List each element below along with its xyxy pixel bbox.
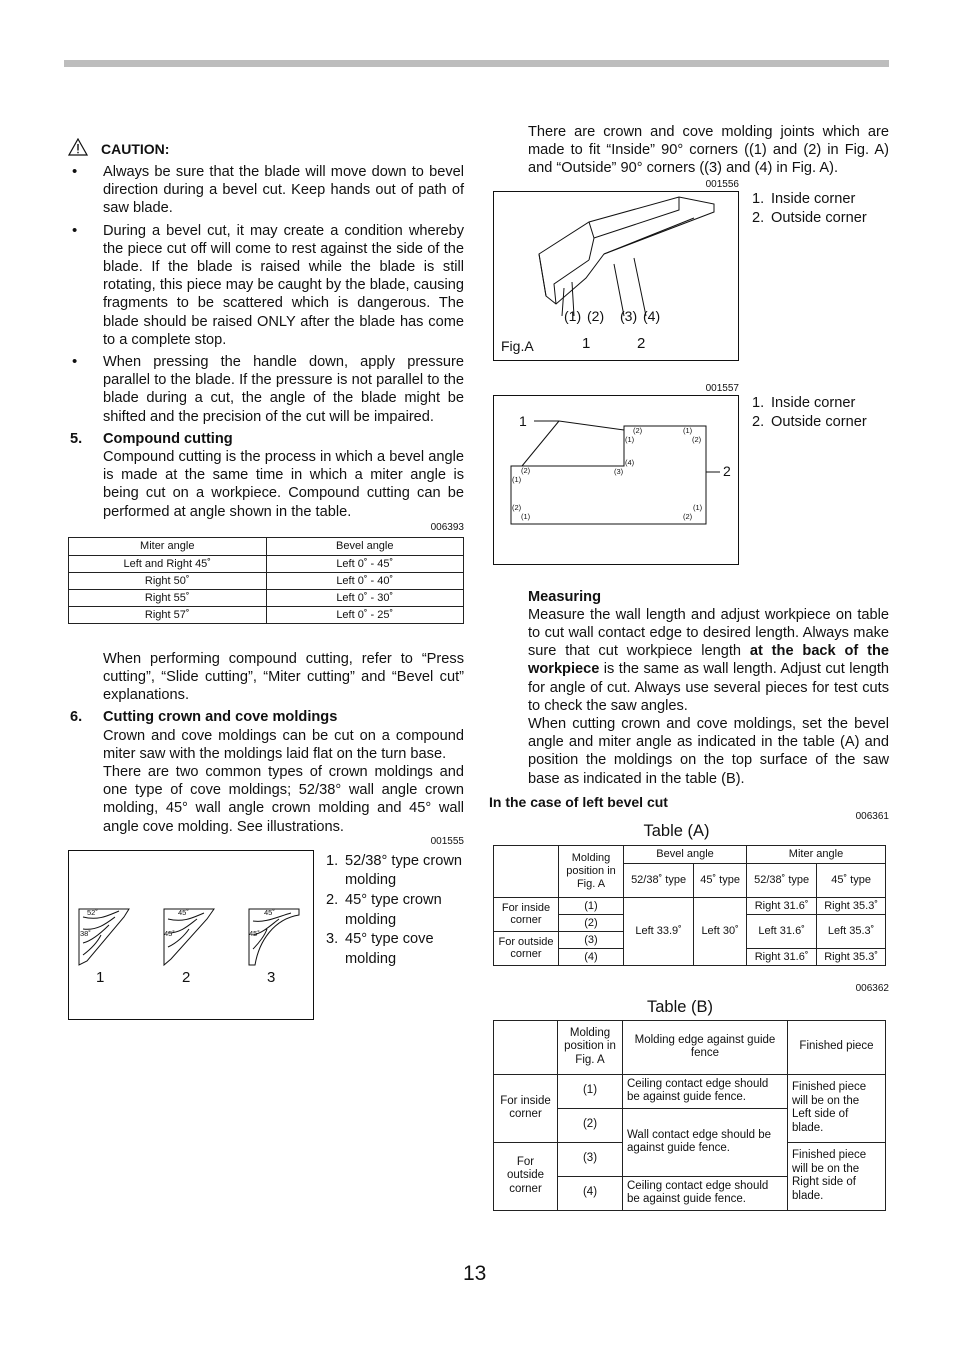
table-cell: Right 35.3˚ (817, 948, 886, 965)
table-cell: (3) (558, 1142, 623, 1176)
table-cell: Right 31.6˚ (747, 897, 817, 914)
measuring-paragraph: Measure the wall length and adjust workpiece on table to cut wall contact edge to desired length. Always make sure that cut workpiece length at the back of the workpiece is the same as wall length. Adjust cut length for angle of cut. Always use several pieces for test cuts to check the saw angles. (528, 606, 890, 714)
section-title: Compound cutting (103, 430, 233, 447)
mark-label: (1) (625, 434, 635, 444)
table-cell: (1) (559, 897, 624, 914)
table-cell: For outside corner (494, 931, 559, 965)
table-header: Bevel angle (266, 537, 464, 555)
caution-list (68, 163, 464, 426)
figure-corners (493, 395, 739, 565)
table-cell: Left 0˚ - 45˚ (266, 555, 464, 572)
legend-item: 1. Inside corner (752, 190, 856, 207)
table-cell: Ceiling contact edge should be against guide fence. (623, 1176, 788, 1210)
mark-label: (1) (683, 425, 693, 435)
figure-number: 2 (182, 968, 191, 986)
compound-note: When performing compound cutting, refer to “Press cutting”, “Slide cutting”, “Miter cutting” and “Bevel cut” explanations. (103, 650, 464, 704)
table-header: Molding position in Fig. A (559, 845, 624, 897)
angle-label: 45˚ (164, 928, 175, 938)
caution-bullet: • Always be sure that the blade will move down to bevel direction during a bevel cut. Keep hands out of path of saw blade. (68, 163, 464, 218)
table-cell: For outside corner (494, 1142, 558, 1210)
table-header: 52/38˚ type (624, 863, 694, 897)
table-b-corner (494, 1020, 558, 1074)
legend-item: 1. 52/38° type crown molding (326, 852, 462, 889)
page-number: 13 (463, 1262, 487, 1285)
table-cell: Left 33.9˚ (624, 897, 694, 965)
mark-label: (1) (693, 502, 703, 512)
table-a-corner (494, 845, 559, 897)
mark-label: (2) (633, 425, 643, 435)
figure-code: 001557 (705, 382, 739, 394)
legend-item: 2. Outside corner (752, 414, 867, 431)
legend-item: 2. Outside corner (752, 210, 867, 227)
table-cell: (3) (559, 931, 624, 948)
table-header: Miter angle (747, 845, 886, 863)
caution-bullet: • During a bevel cut, it may create a condition whereby the piece cut off will come to rest against the side of the blade. If the blade is raised while the blade is still rotating, this piece may be caught by the blade, causing fragments to be scattered which is dangerous. The blade should be raised ONLY after the blade has come to a complete stop. (68, 222, 464, 349)
corner-plan-drawing (494, 396, 737, 563)
position-label: (2) (587, 307, 605, 324)
caution-bullet: • When pressing the handle down, apply pressure parallel to the blade. If the pressure is not parallel to the blade during a cut, the angle of the blade might be shifted and the precision of the cut will be impaired. (68, 353, 464, 426)
figA-area (489, 179, 889, 371)
table-cell: (2) (559, 914, 624, 931)
table-cell: (2) (558, 1108, 623, 1142)
table-cell: For inside corner (494, 1074, 558, 1142)
table-cell: Ceiling contact edge should be against guide fence. (623, 1074, 788, 1108)
table-header: Finished piece (788, 1020, 886, 1074)
table-header: 52/38˚ type (747, 863, 817, 897)
position-label: (1) (564, 307, 582, 324)
left-column (68, 140, 464, 1025)
figure-number: 1 (96, 968, 105, 986)
table-cell: Right 31.6˚ (747, 948, 817, 965)
table-header: 45˚ type (817, 863, 886, 897)
mark-label: (2) (521, 465, 531, 475)
legend-item: 3. 45° type cove molding (326, 931, 434, 967)
figA-legend (752, 190, 892, 229)
molding-profiles-drawing (69, 851, 312, 1018)
table-header: 45˚ type (694, 863, 747, 897)
figB-area (489, 383, 889, 581)
section-title: Cutting crown and cove moldings (103, 709, 338, 726)
measuring-paragraph: When cutting crown and cove moldings, set the bevel angle and miter angle as indicated in the table (A) and position the moldings on the top surface of the saw base as indicated in the table (B). (528, 716, 889, 787)
angle-label: 45˚ (264, 907, 275, 917)
table-cell: Left 31.6˚ (747, 914, 817, 948)
table-a (493, 845, 886, 966)
warning-triangle-icon (68, 138, 88, 156)
molding-types-figure (68, 850, 314, 1020)
measuring-title: Measuring (528, 588, 601, 605)
table-code: 006361 (855, 810, 889, 822)
table-cell: Left 0˚ - 25˚ (266, 606, 464, 623)
figure-number: 2 (723, 462, 731, 479)
position-label: (4) (643, 307, 661, 324)
table-cell: (4) (558, 1176, 623, 1210)
table-cell: Left 35.3˚ (817, 914, 886, 948)
caution-heading (68, 141, 464, 161)
top-rule (64, 60, 889, 67)
figB-legend (752, 394, 892, 433)
mark-label: (2) (692, 434, 702, 444)
table-cell: Right 55˚ (69, 589, 267, 606)
figure-code: 001555 (430, 835, 464, 847)
left-bevel-title: In the case of left bevel cut (489, 793, 668, 810)
table-header: Miter angle (69, 537, 267, 555)
mark-label: (4) (625, 457, 635, 467)
section-paragraph: There are two common types of crown moldings and one type of cove moldings; 52/38° wall angle crown molding, 45° wall angle crown molding and 45° wall angle cove molding. See illustrations. (103, 764, 464, 835)
legend-item: 2. 45° type crown molding (326, 892, 442, 928)
table-code: 006362 (855, 982, 889, 994)
table-cell: For inside corner (494, 897, 559, 931)
mark-label: (1) (521, 511, 531, 521)
angle-label: 45˚ (249, 928, 260, 938)
table-header: Molding edge against guide fence (623, 1020, 788, 1074)
table-cell: Left 0˚ - 40˚ (266, 572, 464, 589)
molding-figure-area (68, 850, 464, 1025)
section-number: 5. (70, 430, 83, 447)
table-cell: Wall contact edge should be against guide fence. (623, 1108, 788, 1176)
table-b (493, 1020, 886, 1211)
mark-label: (2) (512, 502, 522, 512)
table-cell: Right 35.3˚ (817, 897, 886, 914)
table-header: Molding position in Fig. A (558, 1020, 623, 1074)
section-body: Compound cutting is the process in which a bevel angle is made at the same time in which a miter angle is being cut on a workpiece. Compound cutting can be performed at angle shown in the table. (103, 449, 464, 520)
molding-legend (326, 852, 466, 970)
figure-number: 1 (519, 412, 527, 429)
table-cell: Left 0˚ - 30˚ (266, 589, 464, 606)
caution-label: CAUTION: (101, 141, 170, 157)
figure-number: 1 (582, 334, 591, 352)
table-cell: Right 57˚ (69, 606, 267, 623)
section-number: 6. (70, 709, 83, 726)
table-cell: Right 50˚ (69, 572, 267, 589)
intro-paragraph: There are crown and cove molding joints which are made to fit “Inside” 90° corners ((1) and (2) in Fig. A) and “Outside” 90° corners ((3) and (4) in Fig. A). (528, 124, 889, 177)
position-label: (3) (620, 307, 638, 324)
figure-number: 3 (267, 968, 276, 986)
figure-code: 001556 (705, 178, 739, 190)
angle-label: 52˚ (87, 907, 98, 917)
corner-joint-drawing (494, 192, 737, 359)
figure-label: Fig.A (501, 337, 534, 354)
table-a-title: Table (A) (643, 821, 710, 840)
legend-item: 1. Inside corner (752, 394, 856, 411)
table-cell: Finished piece will be on the Right side of blade. (788, 1142, 886, 1210)
measuring-section (489, 588, 889, 788)
table-code: 006393 (430, 521, 464, 533)
table-cell: Left and Right 45˚ (69, 555, 267, 572)
section-crown-moldings (68, 708, 464, 835)
table-cell: (1) (558, 1074, 623, 1108)
table-cell: (4) (559, 948, 624, 965)
mark-label: (2) (683, 511, 693, 521)
figure-number: 2 (637, 334, 646, 352)
angle-label: 45˚ (178, 907, 189, 917)
section-paragraph: Crown and cove moldings can be cut on a compound miter saw with the moldings laid flat on the turn base. (103, 727, 464, 762)
figure-a (493, 191, 739, 361)
table-cell: Finished piece will be on the Left side of blade. (788, 1074, 886, 1142)
table-cell: Left 30˚ (694, 897, 747, 965)
table-b-title: Table (B) (646, 997, 714, 1016)
compound-angle-table (68, 537, 464, 624)
right-column (489, 123, 889, 1211)
section-compound-cutting (68, 430, 464, 521)
mark-label: (1) (512, 474, 522, 484)
mark-label: (3) (614, 466, 624, 476)
angle-label: 38˚ (80, 928, 91, 938)
table-header: Bevel angle (624, 845, 747, 863)
